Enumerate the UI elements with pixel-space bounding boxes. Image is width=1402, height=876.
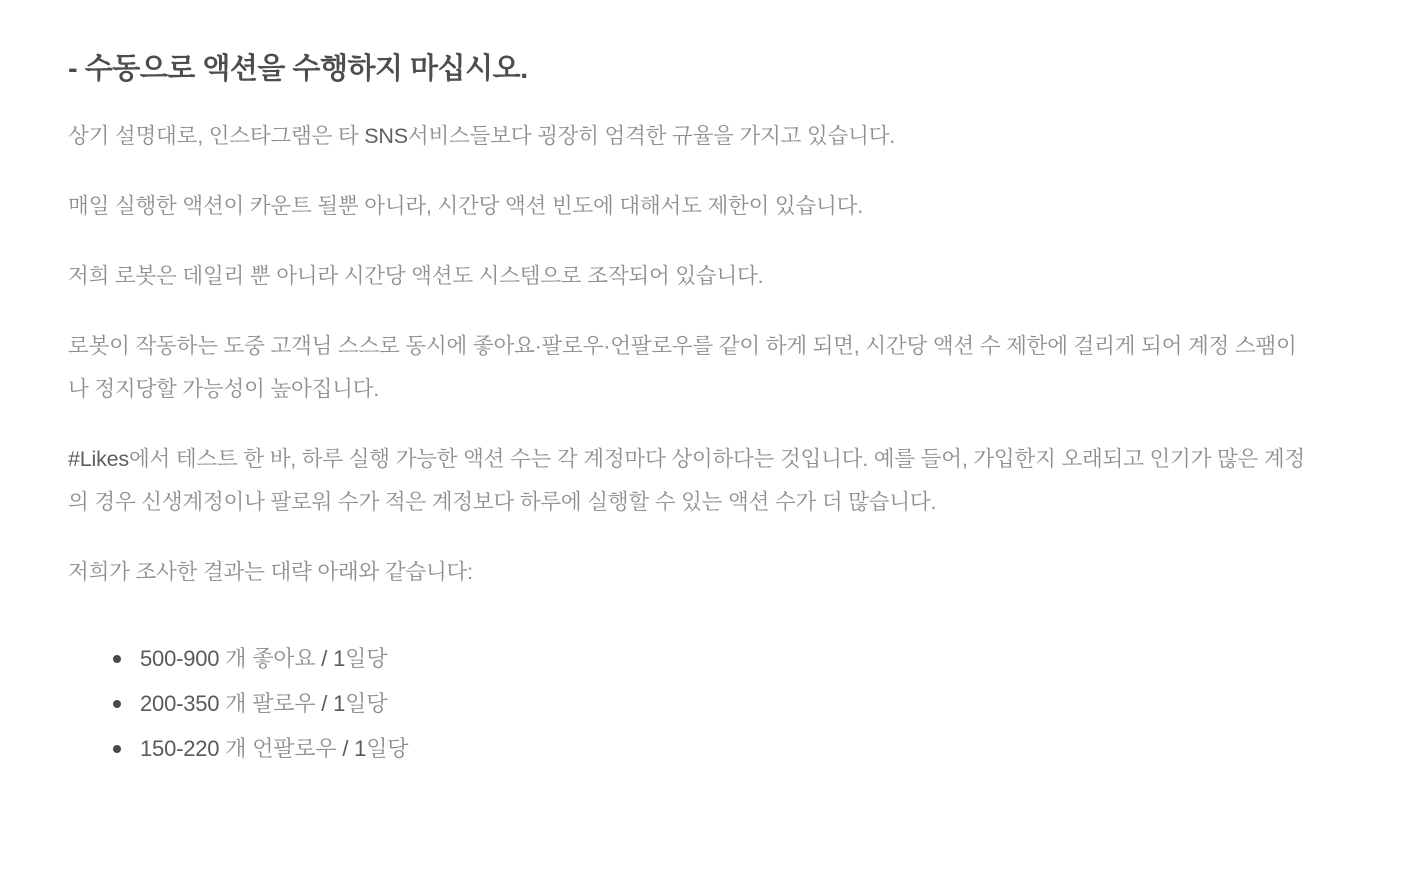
list-item-likes [68, 636, 1310, 681]
list-item-follows [68, 681, 1310, 726]
likes-brand-emphasis: #Likes [68, 447, 129, 471]
paragraph-likes-test [68, 438, 1310, 524]
unfollows-range: 150-220 [140, 736, 220, 761]
paragraph-rules-intro-text: 상기 설명대로, 인스타그램은 타 [68, 124, 365, 148]
unfollows-label: 개 언팔로우 [219, 736, 343, 761]
paragraph-rules-intro [68, 115, 1310, 158]
bullet-dot-icon [113, 655, 121, 663]
follows-label: 개 팔로우 [219, 691, 322, 716]
bullet-dot-icon [113, 700, 121, 708]
sns-emphasis: SNS [364, 124, 408, 148]
unfollows-per-label: 일당 [366, 736, 409, 761]
paragraph-spam-warning: 로봇이 작동하는 도중 고객님 스스로 동시에 좋아요·팔로우·언팔로우를 같이 하게 되면, 시간당 액션 수 제한에 걸리게 되어 계정 스팸이나 정지당할 가능성이 높아집니다. [68, 334, 1297, 401]
follows-per: / 1 [321, 691, 346, 716]
paragraph-robot-system: 저희 로봇은 데일리 뿐 아니라 시간당 액션도 시스템으로 조작되어 있습니다. [68, 264, 764, 288]
bullet-dot-icon [113, 745, 121, 753]
paragraph-likes-test-text: 에서 테스트 한 바, 하루 실행 가능한 액션 수는 각 계정마다 상이하다는 것입니다. 예를 들어, 가입한지 오래되고 인기가 많은 계정의 경우 신생계정이나 팔로워 수가 적은 계정보다 하루에 실행할 수 있는 액션 수가 더 많습니다. [68, 447, 1305, 514]
paragraph-hourly-limit: 매일 실행한 액션이 카운트 될뿐 아니라, 시간당 액션 빈도에 대해서도 제한이 있습니다. [68, 194, 863, 218]
likes-range: 500-900 [140, 646, 220, 671]
follows-per-label: 일당 [345, 691, 388, 716]
paragraph-rules-intro-text-2: 서비스들보다 굉장히 엄격한 규율을 가지고 있습니다. [407, 124, 896, 148]
unfollows-per: / 1 [342, 736, 367, 761]
section-heading: - 수동으로 액션을 수행하지 마십시오. [68, 53, 528, 85]
list-item-unfollows [68, 726, 1310, 771]
paragraph-results-intro: 저희가 조사한 결과는 대략 아래와 같습니다: [68, 560, 473, 584]
likes-label: 개 좋아요 [219, 646, 322, 671]
daily-action-limits-list [68, 636, 1310, 771]
likes-per-label: 일당 [345, 646, 388, 671]
likes-per: / 1 [321, 646, 346, 671]
follows-range: 200-350 [140, 691, 220, 716]
